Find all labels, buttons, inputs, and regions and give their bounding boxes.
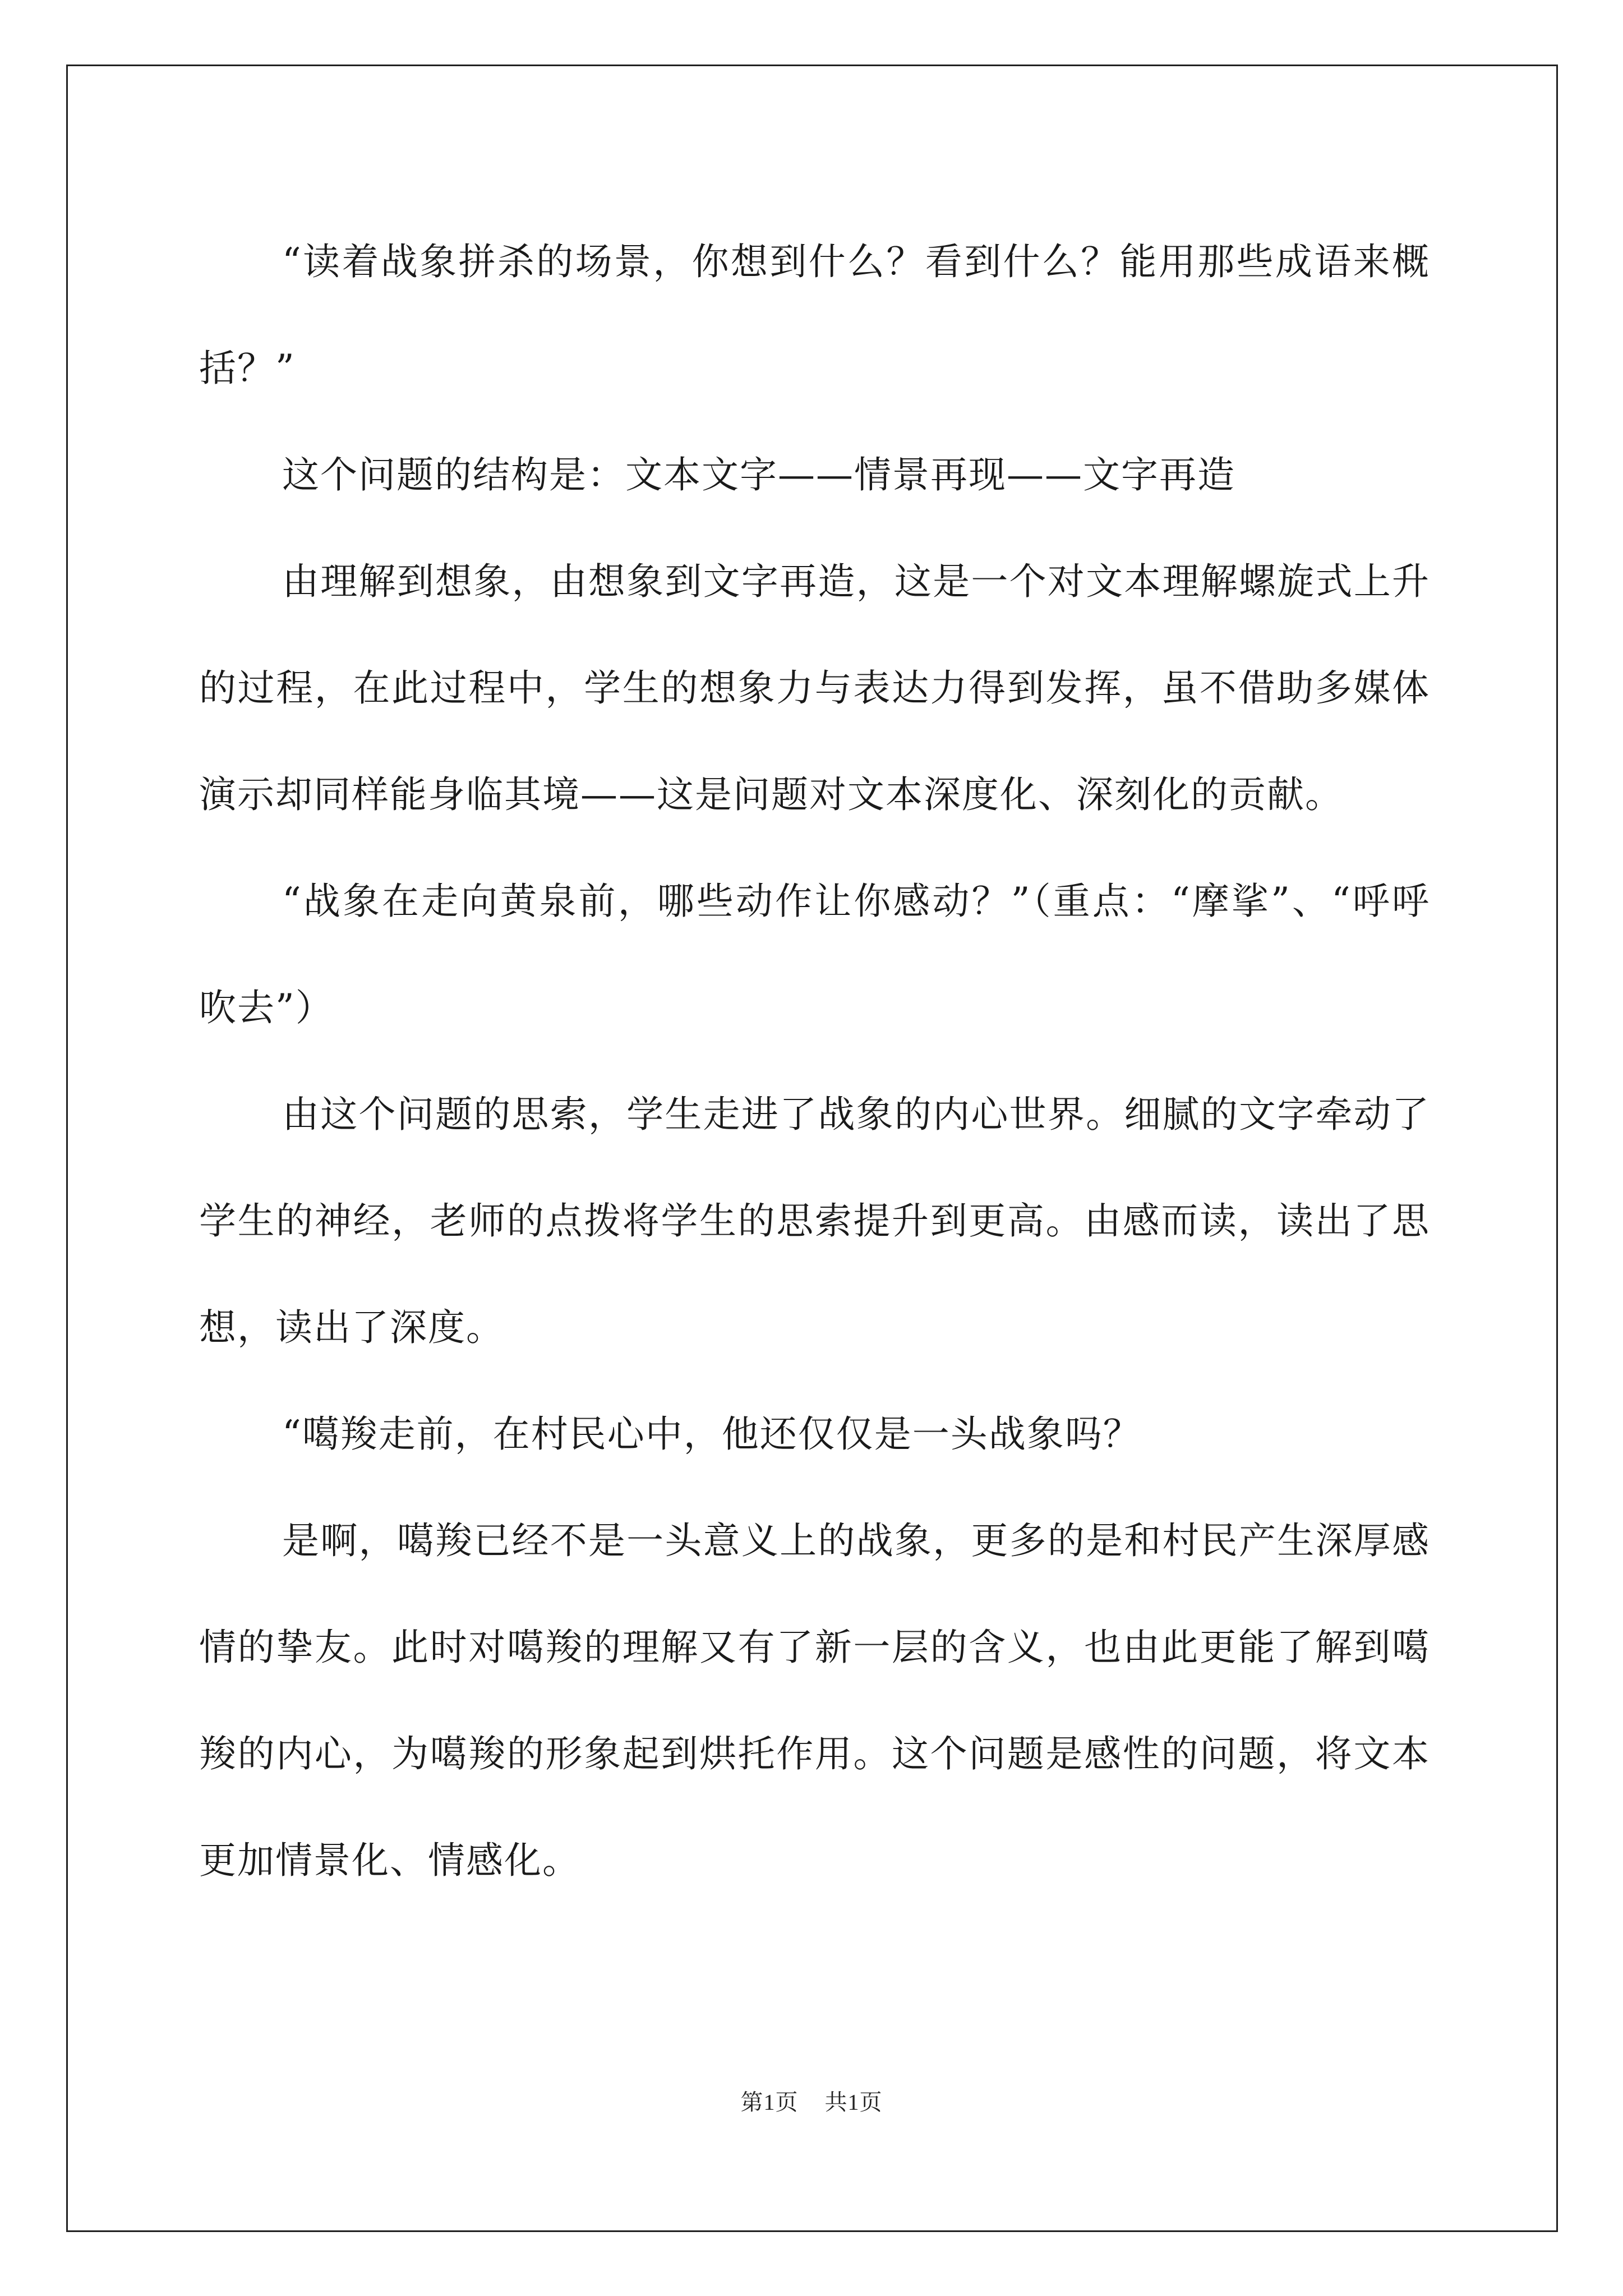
page-number: 第1页 [740,2090,799,2115]
paragraph-3: 由理解到想象，由想象到文字再造，这是一个对文本理解螺旋式上升的过程，在此过程中，学生的想象力与表达力得到发挥，虽不借助多媒体演示却同样能身临其境——这是问题对文本深度化、深刻化的贡献。 [199,560,1430,816]
paragraph-2: 这个问题的结构是：文本文字——情景再现——文字再造 [282,453,1235,496]
paragraph-6: “噶羧走前，在村民心中，他还仅仅是一头战象吗？ [282,1412,1141,1456]
document-body [199,209,1430,1914]
paragraph-5: 由这个问题的思索，学生走进了战象的内心世界。细腻的文字牵动了学生的神经，老师的点拨将学生的思索提升到更高。由感而读，读出了思想，读出了深度。 [199,1093,1430,1349]
paragraph-7: 是啊，噶羧已经不是一头意义上的战象，更多的是和村民产生深厚感情的挚友。此时对噶羧的理解又有了新一层的含义，也由此更能了解到噶羧的内心，为噶羧的形象起到烘托作用。这个问题是感性的问题，将文本更加情景化、情感化。 [199,1519,1430,1882]
page-total: 共1页 [824,2090,883,2115]
paragraph-1: “读着战象拼杀的场景，你想到什么？看到什么？能用那些成语来概括？” [199,240,1430,390]
paragraph-4: “战象在走向黄泉前，哪些动作让你感动？”（重点：“摩挲”、“呼呼吹去”） [199,880,1430,1029]
page-footer [0,2085,1623,2116]
